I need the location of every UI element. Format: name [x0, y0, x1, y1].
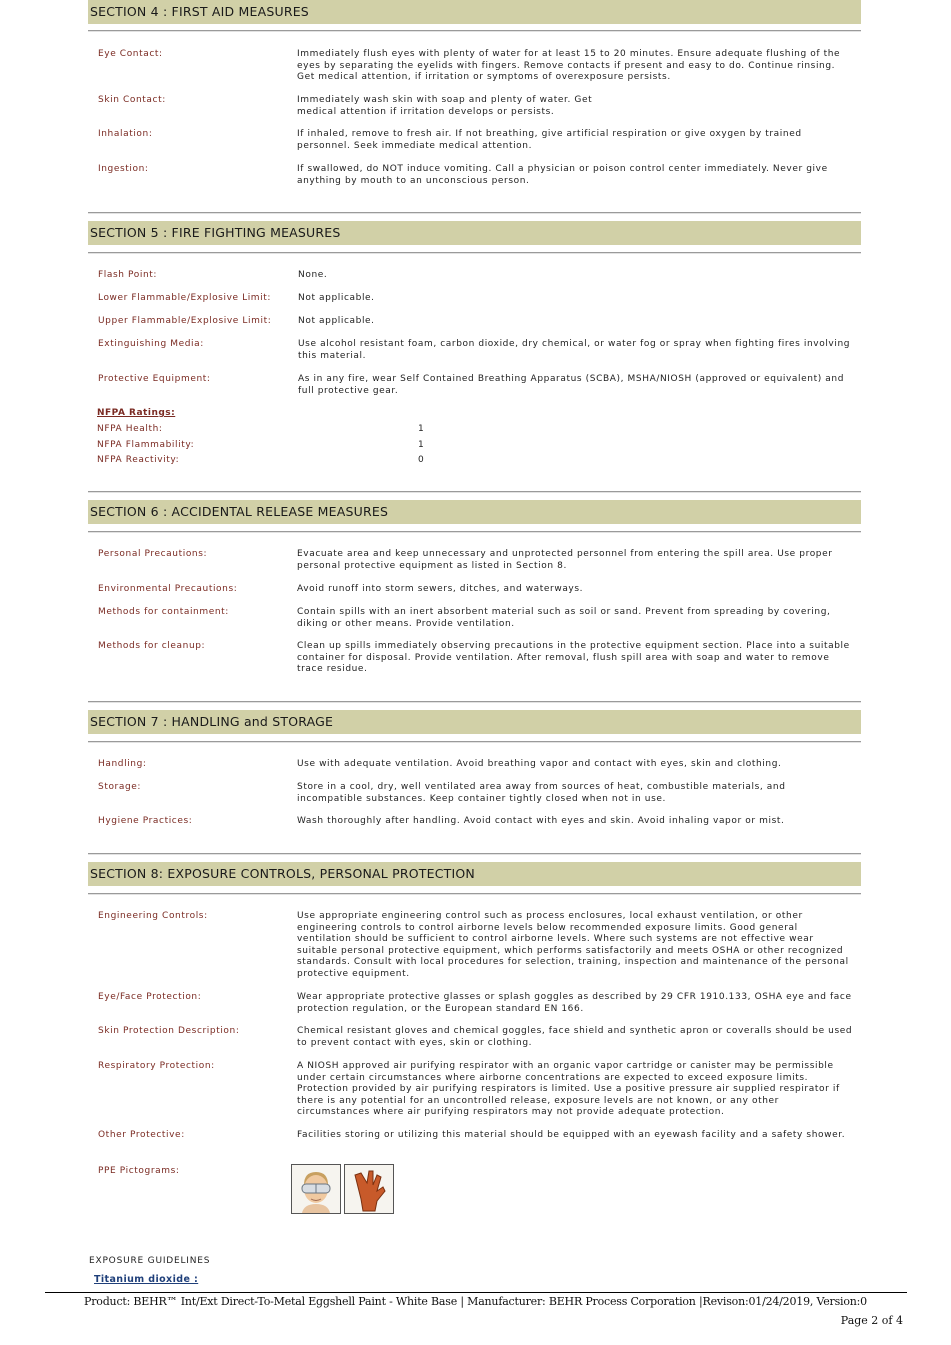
row-label: Methods for containment:: [98, 607, 229, 617]
nfpa-flammability-value: 1: [418, 440, 424, 450]
row-value: Facilities storing or utilizing this material should be equipped with an eyewash facility and a safety shower.: [297, 1130, 846, 1140]
row-value: If swallowed, do NOT induce vomiting. Call a physician or poison control center immediately. Never give anything by mouth to an unconscious person.: [297, 164, 828, 186]
row-label: Lower Flammable/Explosive Limit:: [98, 293, 272, 303]
exposure-guidelines-heading: EXPOSURE GUIDELINES: [89, 1256, 211, 1266]
row-label: Protective Equipment:: [98, 374, 211, 384]
titanium-dioxide-link[interactable]: Titanium dioxide :: [94, 1274, 199, 1285]
section-6-header: SECTION 6 : ACCIDENTAL RELEASE MEASURES: [88, 500, 861, 524]
footer-product-line: Product: BEHR™ Int/Ext Direct-To-Metal Eggshell Paint - White Base | Manufacturer: BEHR Process Corporation |Revison:01/24/2019, Version:0: [84, 1295, 867, 1308]
row-label: Eye/Face Protection:: [98, 992, 202, 1002]
row-value: Immediately flush eyes with plenty of water for at least 15 to 20 minutes. Ensure adequate flushing of the eyes by separating the eyelids with fingers. Remove contacts if present and easy to do. Continue rinsing. Get medical attention, if irritation or symptoms of overexposure persists.: [297, 49, 841, 83]
row-value: If inhaled, remove to fresh air. If not breathing, give artificial respiration or give oxygen by trained personnel. Seek immediate medical attention.: [297, 129, 802, 151]
nfpa-health-label: NFPA Health:: [97, 424, 163, 434]
row-label: Flash Point:: [98, 270, 158, 280]
row-value: A NIOSH approved air purifying respirator with an organic vapor cartridge or canister may be permissible under certain circumstances where airborne concentrations are expected to exceed exposure limits. Protection provided by air purifying respirators is limited. Use a positive pressure air supplied respirator if there is any potential for an uncontrolled release, exposure levels are not known, or any other circumstances where air purifying respirators may not provide adequate protection.: [297, 1061, 840, 1118]
nfpa-reactivity-value: 0: [418, 455, 424, 465]
gloves-icon: [344, 1164, 394, 1214]
row-label: Methods for cleanup:: [98, 641, 206, 651]
row-value: Not applicable.: [298, 316, 375, 326]
divider: [88, 853, 861, 855]
section-8-header: SECTION 8: EXPOSURE CONTROLS, PERSONAL PROTECTION: [88, 862, 861, 886]
nfpa-reactivity-label: NFPA Reactivity:: [97, 455, 180, 465]
row-label: Personal Precautions:: [98, 549, 208, 559]
section-5-header: SECTION 5 : FIRE FIGHTING MEASURES: [88, 221, 861, 245]
row-label: Extinguishing Media:: [98, 339, 204, 349]
divider: [88, 741, 861, 743]
row-label: Handling:: [98, 759, 147, 769]
row-label: Ingestion:: [98, 164, 149, 174]
section-4-header: SECTION 4 : FIRST AID MEASURES: [88, 0, 861, 24]
row-value: Use alcohol resistant foam, carbon dioxide, dry chemical, or water fog or spray when fighting fires involving this material.: [298, 339, 851, 361]
divider: [88, 30, 861, 32]
row-value: Use with adequate ventilation. Avoid breathing vapor and contact with eyes, skin and clothing.: [297, 759, 782, 769]
row-label: Other Protective:: [98, 1130, 185, 1140]
row-value: Store in a cool, dry, well ventilated area away from sources of heat, combustible materials, and incompatible substances. Keep container tightly closed when not in use.: [297, 782, 786, 804]
nfpa-ratings-heading: NFPA Ratings:: [97, 408, 176, 418]
nfpa-flammability-label: NFPA Flammability:: [97, 440, 195, 450]
nfpa-health-value: 1: [418, 424, 424, 434]
row-value: Immediately wash skin with soap and plenty of water. Get medical attention if irritation develops or persists.: [297, 95, 593, 117]
row-value: Use appropriate engineering control such as process enclosures, local exhaust ventilation, or other engineering controls to control airborne levels below recommended exposure limits. Good general ventilation should be sufficient to control airborne levels. Where such systems are not effective wear suitable personal protective equipment, which performs satisfactorily and meets OSHA or other recognized standards. Consult with local procedures for selection, training, inspection and maintenance of the personal protective equipment.: [297, 911, 849, 979]
row-label: Hygiene Practices:: [98, 816, 193, 826]
row-label: Respiratory Protection:: [98, 1061, 215, 1071]
section-7-header: SECTION 7 : HANDLING and STORAGE: [88, 710, 861, 734]
divider: [88, 531, 861, 533]
row-value: Clean up spills immediately observing precautions in the protective equipment section. Place into a suitable container for disposal. Provide ventilation. After removal, flush spill area with soap and water to remove trace residue.: [297, 641, 850, 675]
divider: [88, 252, 861, 254]
row-value: Avoid runoff into storm sewers, ditches, and waterways.: [297, 584, 584, 594]
row-value: As in any fire, wear Self Contained Breathing Apparatus (SCBA), MSHA/NIOSH (approved or equivalent) and full protective gear.: [298, 374, 845, 396]
row-value: Contain spills with an inert absorbent material such as soil or sand. Prevent from spreading by covering, diking or other means. Provide ventilation.: [297, 607, 831, 629]
page-number: Page 2 of 4: [840, 1314, 903, 1327]
row-value: Evacuate area and keep unnecessary and unprotected personnel from entering the spill area. Use proper personal protective equipment as listed in Section 8.: [297, 549, 833, 571]
row-value: Wear appropriate protective glasses or splash goggles as described by 29 CFR 1910.133, OSHA eye and face protection regulation, or the European standard EN 166.: [297, 992, 852, 1014]
divider: [88, 212, 861, 214]
divider: [88, 491, 861, 493]
row-label: PPE Pictograms:: [98, 1166, 180, 1176]
row-value: Chemical resistant gloves and chemical goggles, face shield and synthetic apron or coveralls should be used to prevent contact with eyes, skin or clothing.: [297, 1026, 853, 1048]
row-label: Inhalation:: [98, 129, 153, 139]
row-label: Skin Protection Description:: [98, 1026, 240, 1036]
goggles-icon: [291, 1164, 341, 1214]
divider: [88, 893, 861, 895]
row-label: Upper Flammable/Explosive Limit:: [98, 316, 272, 326]
row-label: Engineering Controls:: [98, 911, 208, 921]
row-value: Wash thoroughly after handling. Avoid contact with eyes and skin. Avoid inhaling vapor or mist.: [297, 816, 785, 826]
row-label: Environmental Precautions:: [98, 584, 238, 594]
row-label: Eye Contact:: [98, 49, 163, 59]
row-label: Storage:: [98, 782, 142, 792]
footer-rule: [45, 1292, 907, 1293]
divider: [88, 701, 861, 703]
row-label: Skin Contact:: [98, 95, 166, 105]
row-value: None.: [298, 270, 328, 280]
row-value: Not applicable.: [298, 293, 375, 303]
